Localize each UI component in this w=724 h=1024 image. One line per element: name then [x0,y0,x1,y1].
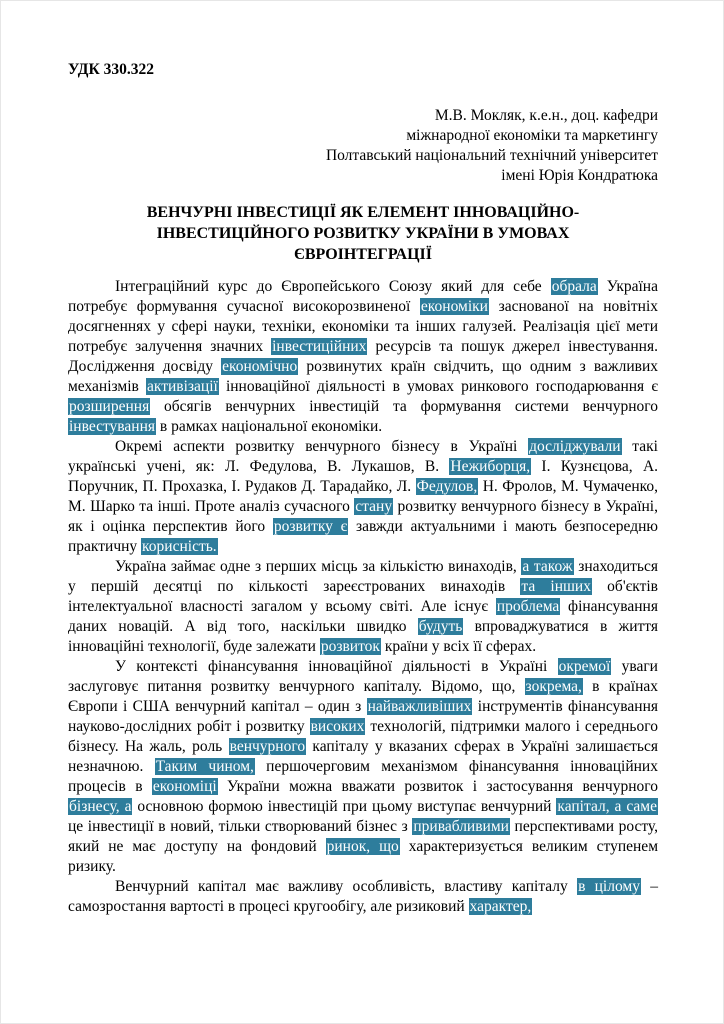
text-run: уваги заслуговує питання розвитку венчурного капіталу. Відомо, що, [68,658,658,695]
text-run: ресурсів та пошук джерел інвестування. Дослідження досвіду [68,338,658,375]
highlighted-text: досліджували [529,438,621,455]
highlighted-text: активізації [147,378,218,395]
text-run: заснованої на новітніх досягненнях у сфері науки, техніки, економіки та інших галузей. Реалізація цієї мети потребує залучення значних [68,298,658,355]
highlighted-text: корисність. [142,538,217,555]
highlighted-text: зокрема, [525,678,582,695]
paragraph [68,877,658,917]
highlighted-text: венчурного [229,738,306,755]
text-run: капіталу у вказаних сферах в Україні залишається незначною. [68,738,659,775]
text-run: перспективами росту, який не має доступу на фондовий [68,818,658,855]
text-run: Україна займає одне з перших місць за кількістю винаходів, [115,558,522,575]
text-run: обсягів венчурних інвестицій та формування системи венчурного [150,398,658,415]
highlighted-text: в цілому [578,878,640,895]
text-run: такі українські учені, як: Л. Федулова, В. Лукашов, В. [68,438,658,475]
highlighted-text: розширення [69,398,150,415]
highlighted-text: капітал, а саме [557,798,657,815]
text-run: характеризується великим ступенем ризику. [68,838,658,875]
highlighted-text: ринок, що [326,838,399,855]
author-line: міжнародної економіки та маркетингу [406,127,658,144]
text-run: І. Кузнєцова, А. Поручник, П. Прохазка, І. Рудаков Д. Тарадайко, Л. [68,458,659,495]
text-run: розвинутих країн свідчить, що одним з важливих механізмів [68,358,658,395]
text-run: Україна потребує формування сучасної високорозвиненої [68,278,658,315]
text-run: Інтеграційний курс до Європейського Союзу який для себе [115,278,551,295]
text-run: Н. Фролов, М. Чумаченко, М. Шарко та інші. Проте аналіз сучасного [68,478,658,515]
author-line: Полтавський національний технічний університет [325,147,658,164]
highlighted-text: обрала [551,278,597,295]
text-run: фінансування даних новацій. А від того, наскільки швидко [68,598,658,635]
highlighted-text: економіки [420,298,488,315]
author-line: імені Юрія Кондратюка [501,167,658,184]
highlighted-text: будуть [418,618,463,635]
highlighted-text: високих [310,718,365,735]
udk-label: УДК 330.322 [68,61,154,78]
author-line: М.В. Мокляк, к.е.н., доц. кафедри [434,107,658,124]
text-run: інструментів фінансування науково-дослідних робіт і розвитку [68,698,658,735]
highlighted-text: окремої [558,658,611,675]
highlighted-text: інвестування [69,418,156,435]
text-run: України можна вважати розвиток і застосування венчурного [217,778,658,795]
highlighted-text: Нежиборця, [450,458,531,475]
text-run: У контексті фінансування інноваційної діяльності в Україні [115,658,558,675]
text-run: першочерговим механізмом фінансування інноваційних процесів в [68,758,658,795]
highlighted-text: стану [355,498,393,515]
text-run: це інвестиції в новий, тільки створюваний бізнес з [68,818,413,835]
paragraph [68,277,658,437]
text-run: в країнах Європи і США венчурний капітал – один з [68,678,658,715]
text-run: розвитку венчурного бізнесу в Україні, як і оцінка перспектив його [68,498,658,535]
text-run: – самозростання вартості в процесі кругообігу, але ризиковий [68,878,659,915]
highlighted-text: Федулов, [416,478,478,495]
text-run: впроваджуватися в життя інноваційні технології, буде залежати [68,618,658,655]
paragraph [68,657,658,877]
highlighted-text: економічно [222,358,298,375]
highlighted-text: економіці [152,778,217,795]
author-block [68,106,658,186]
highlighted-text: характер, [469,898,532,915]
paragraph [68,557,658,657]
highlighted-text: найважливіших [367,698,472,715]
highlighted-text: розвиток [320,638,380,655]
highlighted-text: розвитку є [273,518,348,535]
paragraph [68,437,658,557]
highlighted-text: бізнесу, а [69,798,132,815]
highlighted-text: та інших [521,578,591,595]
text-run: основною формою інвестицій при цьому виступає венчурний [132,798,557,815]
article-body [68,277,658,917]
text-run: об'єктів інтелектуальної власності загалом у всьому світі. Але існує [68,578,658,615]
text-run: технологій, підтримки малого і середнього бізнесу. На жаль, роль [68,718,658,755]
text-run: Венчурний капітал має важливу особливість, властиву капіталу [115,878,578,895]
highlighted-text: привабливими [413,818,509,835]
text-run: в рамках національної економіки. [156,418,383,435]
highlighted-text: проблема [496,598,560,615]
text-run: знаходиться у першій десятці по кількості зареєстрованих винаходів [68,558,658,595]
text-run: Окремі аспекти розвитку венчурного бізнесу в Україні [115,438,529,455]
page-title: ВЕНЧУРНІ ІНВЕСТИЦІЇ ЯК ЕЛЕМЕНТ ІННОВАЦІЙНО-ІНВЕСТИЦІЙНОГО РОЗВИТКУ УКРАЇНИ В УМОВАХ ЄВРОІНТЕГРАЦІЇ [146,204,580,263]
highlighted-text: інвестиційних [272,338,367,355]
text-run: країни у всіх її сферах. [380,638,537,655]
highlighted-text: Таким чином, [155,758,254,775]
text-run: інноваційної діяльності в умовах ринкового господарювання є [218,378,658,395]
text-run: завжди актуальними і мають безпосередню практичну [68,518,658,555]
highlighted-text: а також [522,558,573,575]
